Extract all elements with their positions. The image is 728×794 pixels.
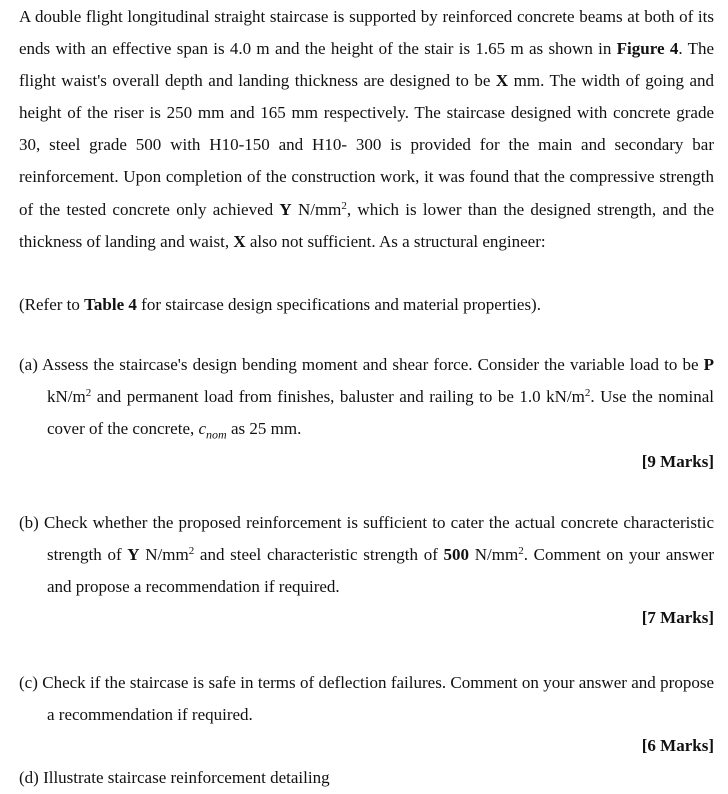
variable-y: Y: [279, 199, 292, 219]
variable-y: Y: [127, 545, 140, 565]
marks-a: [9 Marks]: [641, 452, 714, 471]
marks-c: [6 Marks]: [641, 736, 714, 755]
table-4-reference: Table 4: [84, 295, 137, 314]
variable-x: X: [233, 231, 246, 251]
question-a: (a) Assess the staircase's design bending moment and shear force. Consider the variable load to be P $kN/m^2$ and permanent load from finishes, baluster and railing to be 1.0 $kN/m^2$. Use the nominal cover of the concrete, $c_{nom}$ as 25 mm.: [19, 355, 715, 442]
intro-paragraph: A double flight longitudinal straight staircase is supported by reinforced concrete beams at both of its ends with an effective span is 4.0 m and the height of the stair is 1.65 m as shown in Figure 4. The flight waist's overall depth and landing thickness are designed to be X mm. The width of going and height of the riser is 250 mm and 165 mm respectively. The staircase designed with concrete grade 30, steel grade 500 with H10-150 and H10- 300 is provided for the main and secondary bar reinforcement. Upon completion of the construction work, it was found that the compressive strength of the tested concrete only achieved Y $N/mm^2$, which is lower than the designed strength, and the thickness of landing and waist, X also not sufficient. As a structural engineer:: [19, 7, 715, 251]
steel-strength-value: 500: [443, 545, 470, 565]
figure-4-reference: Figure 4: [616, 39, 679, 59]
question-c: (c) Check if the staircase is safe in terms of deflection failures. Comment on your answer and propose a recommendation if required.: [19, 673, 714, 725]
variable-p: P: [703, 355, 714, 374]
nominal-cover-symbol: $c_{nom}$: [198, 419, 227, 442]
marks-b: [7 Marks]: [641, 608, 714, 627]
variable-x: X: [495, 71, 509, 91]
question-b: (b) Check whether the proposed reinforcement is sufficient to cater the actual concrete characteristic strength of Y $N/mm^2$ and steel characteristic strength of 500 $N/mm^2$. Comment on your answer and propose a recommendation if required.: [19, 513, 715, 597]
question-d: (d) Illustrate staircase reinforcement detailing: [19, 768, 330, 787]
refer-note: (Refer to Table 4 for staircase design specifications and material properties).: [19, 295, 541, 314]
